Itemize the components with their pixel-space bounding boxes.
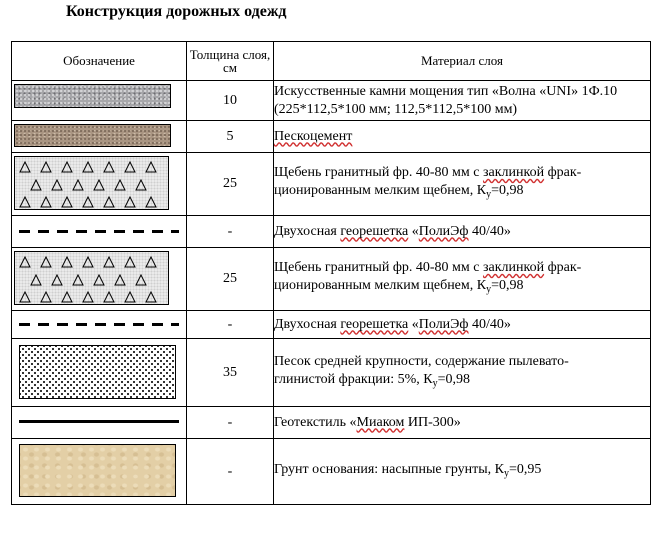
solid-line: [19, 420, 179, 423]
material-text: Пескоцемент: [274, 128, 353, 144]
triangle-mark: [20, 292, 30, 302]
header-symbol: Обозначение: [12, 42, 187, 81]
material-text: георешетка: [340, 316, 409, 332]
triangle-mark: [146, 292, 156, 302]
material-text: ционированным мелким щебнем, К: [274, 183, 487, 198]
thickness-cell: 10: [187, 81, 274, 121]
material-text: Двухосная: [274, 316, 341, 332]
triangle-mark: [115, 180, 125, 190]
material-cell: [274, 407, 651, 439]
material-text: ИП-300»: [404, 414, 461, 430]
material-text: Миаком: [356, 414, 405, 430]
symbol-cell: [12, 311, 187, 339]
triangle-mark: [94, 180, 104, 190]
material-text: заклинкой: [482, 165, 545, 180]
triangle-mark: [146, 257, 156, 267]
material-text: 40/40»: [468, 316, 511, 332]
symbol-cell: [12, 439, 187, 505]
table-row: [12, 121, 651, 153]
symbol-cell: [12, 407, 187, 439]
material-text: 40/40»: [468, 223, 511, 239]
symbol-cell: [12, 216, 187, 248]
material-text: Грунт основания: насыпные грунты, К: [274, 461, 504, 477]
thickness-cell: 25: [187, 248, 274, 311]
thickness-cell: 35: [187, 339, 274, 407]
dashed-line: [19, 230, 179, 233]
triangle-mark: [20, 257, 30, 267]
triangle-mark: [83, 292, 93, 302]
thickness-cell: 25: [187, 153, 274, 216]
material-text: фрак-: [544, 165, 582, 180]
triangle-marks: [15, 252, 170, 306]
material-text: «: [408, 223, 419, 239]
thickness-cell: -: [187, 216, 274, 248]
material-text: =0,95: [509, 461, 542, 477]
material-text: Щебень гранитный фр. 40-80 мм с: [274, 165, 483, 180]
material-text: Двухосная: [274, 223, 341, 239]
triangle-mark: [104, 197, 114, 207]
material-text: Геотекстиль «: [274, 414, 357, 430]
table-row: [12, 248, 651, 311]
material-text: ПолиЭф: [418, 223, 469, 239]
symbol-cell: [12, 121, 187, 153]
subscript: у: [486, 284, 492, 295]
material-cell: [274, 339, 651, 407]
triangle-mark: [73, 180, 83, 190]
triangle-mark: [62, 162, 72, 172]
subscript: у: [432, 377, 438, 389]
header-thickness: Толщина слоя, см: [187, 42, 274, 81]
table-row: [12, 339, 651, 407]
triangle-mark: [41, 197, 51, 207]
triangle-mark: [104, 162, 114, 172]
material-cell: [274, 121, 651, 153]
sand-cement-pattern: [14, 124, 171, 147]
material-text: ционированным мелким щебнем, К: [274, 278, 487, 293]
symbol-cell: [12, 339, 187, 407]
table-row: [12, 311, 651, 339]
triangle-mark: [41, 257, 51, 267]
material-text: фрак-: [544, 260, 582, 275]
triangle-mark: [146, 162, 156, 172]
dotted-sand-pattern: [19, 345, 176, 399]
material-text: ПолиЭф: [418, 316, 469, 332]
material-cell: [274, 311, 651, 339]
header-material: Материал слоя: [274, 42, 651, 81]
crushed-stone-triangles-pattern: [14, 251, 169, 305]
symbol-cell: [12, 248, 187, 311]
triangle-marks: [15, 157, 170, 211]
subscript: у: [504, 467, 509, 479]
triangle-mark: [83, 257, 93, 267]
triangle-mark: [94, 275, 104, 285]
page-title: Конструкция дорожных одежд: [66, 3, 287, 20]
crushed-stone-triangles-pattern: [14, 156, 169, 210]
triangle-mark: [62, 197, 72, 207]
material-text: =0,98: [437, 371, 470, 387]
table-row: [12, 81, 651, 121]
triangle-mark: [52, 275, 62, 285]
material-text: «: [408, 316, 419, 332]
triangle-mark: [146, 197, 156, 207]
triangle-mark: [125, 257, 135, 267]
material-text: глинистой фракции: 5%, К: [274, 371, 433, 387]
thickness-cell: 5: [187, 121, 274, 153]
material-cell: [274, 216, 651, 248]
table-row: [12, 153, 651, 216]
thickness-cell: -: [187, 311, 274, 339]
subscript: у: [486, 189, 492, 200]
triangle-mark: [52, 180, 62, 190]
triangle-mark: [41, 292, 51, 302]
header-row: [12, 42, 651, 81]
symbol-cell: [12, 153, 187, 216]
triangle-mark: [41, 162, 51, 172]
granite-paving-pattern: [14, 84, 171, 108]
triangle-mark: [125, 197, 135, 207]
triangle-mark: [125, 162, 135, 172]
triangle-mark: [31, 275, 41, 285]
material-text: =0,98: [491, 183, 524, 198]
table-row: [12, 439, 651, 505]
table-row: [12, 216, 651, 248]
triangle-mark: [136, 180, 146, 190]
material-text: заклинкой: [482, 260, 545, 275]
triangle-mark: [20, 162, 30, 172]
triangle-mark: [136, 275, 146, 285]
triangle-mark: [20, 197, 30, 207]
layers-table: [11, 41, 651, 505]
triangle-mark: [62, 292, 72, 302]
triangle-mark: [104, 292, 114, 302]
triangle-mark: [125, 292, 135, 302]
material-text: =0,98: [491, 278, 524, 293]
triangle-mark: [62, 257, 72, 267]
symbol-cell: [12, 81, 187, 121]
material-text: Щебень гранитный фр. 40-80 мм с: [274, 260, 483, 275]
thickness-cell: -: [187, 407, 274, 439]
triangle-mark: [73, 275, 83, 285]
material-cell: [274, 248, 651, 311]
material-cell: Искусственные камни мощения тип «Волна «UNI» 1Ф.10 (225*112,5*100 мм; 112,5*112,5*100 мм): [274, 81, 651, 121]
table-row: [12, 407, 651, 439]
material-text: Песок средней крупности, содержание пылевато-: [274, 353, 569, 369]
triangle-mark: [115, 275, 125, 285]
material-text: георешетка: [340, 223, 409, 239]
soil-pattern: [19, 444, 176, 497]
triangle-mark: [104, 257, 114, 267]
thickness-cell: -: [187, 439, 274, 505]
material-cell: [274, 439, 651, 505]
triangle-mark: [83, 197, 93, 207]
dashed-line: [19, 323, 179, 326]
triangle-mark: [83, 162, 93, 172]
material-cell: [274, 153, 651, 216]
triangle-mark: [31, 180, 41, 190]
